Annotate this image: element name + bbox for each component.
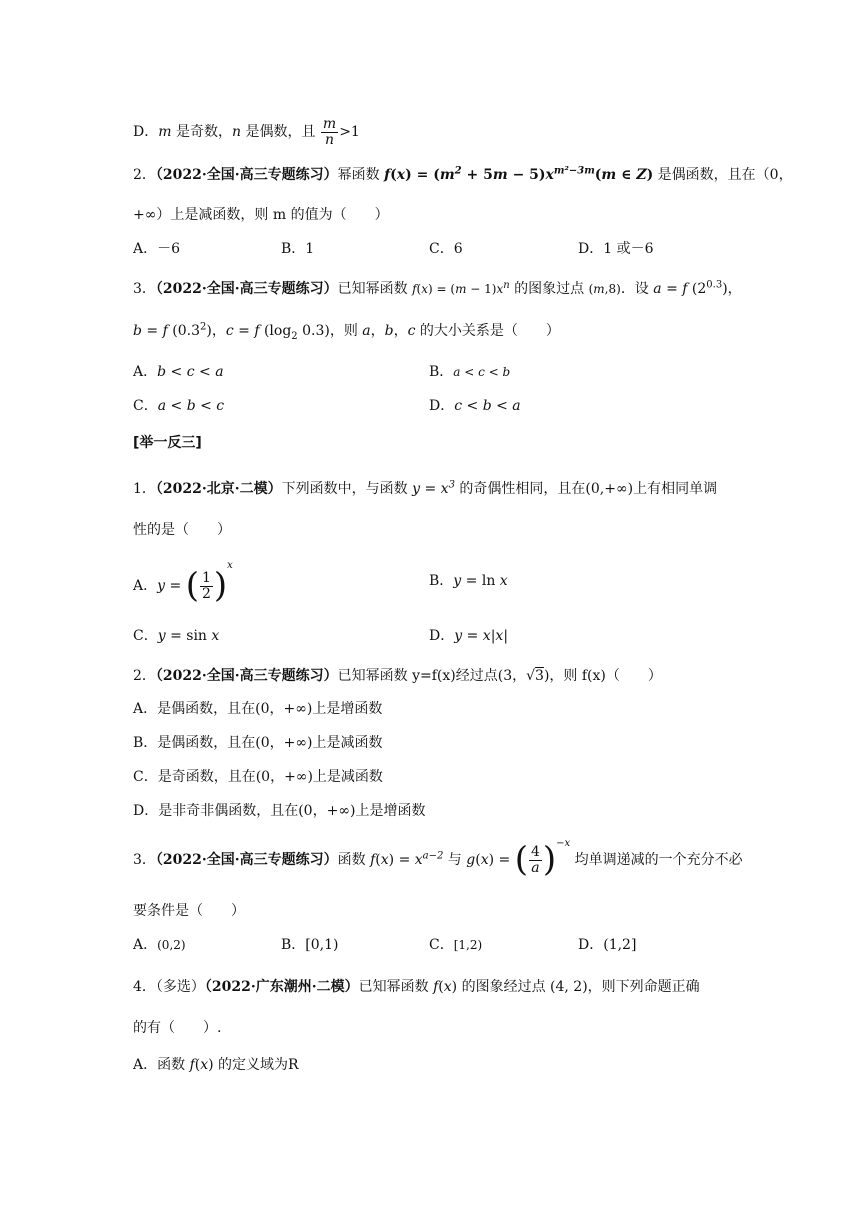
fraction-m-over-n: $\frac{m}{n}$ (322, 116, 337, 148)
formula-a: a = f $(2^{0.3})$ (653, 279, 728, 297)
exercise-2-option-d: D．是非奇非偶函数，且在(0，+∞)上是增函数 (133, 803, 426, 819)
exercise-3-option-b: B．[0,1) (281, 937, 339, 953)
exercise-3-option-d: D．(1,2] (578, 937, 637, 953)
interval: (0,+∞) (585, 481, 634, 497)
exercise-1-option-a: A．y = ( $\frac{1}{2}$ )$^x$ (133, 560, 233, 606)
formula-c: c = f ($\log_2$ 0.3) (225, 323, 330, 342)
question-source: （2022·北京·二模） (155, 481, 282, 497)
multi-select-tag: （多选） (155, 979, 205, 995)
exercise-1-stem-line2: 性的是（ ） (133, 522, 231, 538)
option-letter: D． (133, 124, 159, 141)
section-heading: [举一反三] (133, 435, 202, 451)
exercise-3-option-c: C．[1,2) (429, 937, 483, 953)
exercise-2-option-a: A．是偶函数，且在(0，+∞)上是增函数 (133, 701, 383, 717)
exercise-3-option-a: A．(0,2) (133, 937, 186, 953)
exercise-4-stem: 4．（多选）（2022·广东潮州·二模）已知幂函数 f(x) 的图象经过点 (4, 2)，则下列命题正确 (133, 979, 700, 995)
question-3-option-b: B．a < c < b (429, 364, 511, 380)
question-2-option-a: A．－6 (133, 241, 181, 257)
question-3-stem: 3．（2022·全国·高三专题练习）已知幂函数 $f(x) = (m - 1)x^n$ 的图象过点 (m,8)．设 a = f $(2^{0.3})$， (133, 279, 742, 297)
exercise-1-stem: 1．（2022·北京·二模）下列函数中，与函数 $y = x^3$ 的奇偶性相同，且在(0,+∞)上有相同单调 (133, 479, 718, 497)
exercise-1-option-d: D．y = x|x| (429, 628, 509, 644)
question-3-option-c: C．a < b < c (133, 398, 225, 414)
exercise-1-option-b: B．y = ln x (429, 573, 508, 589)
question-2-stem: 2．（2022·全国·高三专题练习）幂函数 $f(x) = (m^2 + 5m - 5)x^{m^2-3m}(m$ ∈ Z) 是偶函数，且在（0， (133, 165, 793, 183)
sqrt-3: √3 (526, 668, 544, 684)
exercise-3-stem-line2: 要条件是（ ） (133, 903, 245, 919)
question-2-option-d: D．1 或－6 (578, 241, 654, 257)
power-function-formula: $f(x) = (m^2 + 5m - 5)x^{m^2-3m}(m$ ∈ Z) (384, 165, 654, 183)
question-source: （2022·全国·高三专题练习） (155, 281, 338, 297)
formula-fx: $f(x) = (m - 1)x^n$ (412, 280, 510, 296)
question-2-option-b: B．1 (281, 241, 315, 257)
exercise-2-option-c: C．是奇函数，且在(0，+∞)上是减函数 (133, 769, 383, 785)
question-3-option-d: D．c < b < a (429, 398, 521, 414)
question-2-option-c: C．6 (429, 241, 463, 257)
question-source: （2022·全国·高三专题练习） (155, 668, 338, 684)
question-3-option-a: A．b < c < a (133, 364, 224, 380)
question-source: （2022·全国·高三专题练习） (155, 852, 338, 868)
exercise-3-stem: 3．（2022·全国·高三专题练习）函数 $f(x) = x^{a-2}$ 与 g(x) = ( $\frac{4}{a}$ )$^{-x}$ 均单调递减的一个充分不必 (133, 838, 743, 880)
exercise-4-option-a: A．函数 f(x) 的定义域为R (133, 1057, 299, 1073)
exercise-1-option-c: C．y = sin x (133, 628, 220, 644)
formula-b: b = f $(0.3^2)$ (133, 321, 212, 339)
question-2-stem-line2: +∞）上是减函数，则 m 的值为（ ） (133, 207, 389, 223)
question-source: （2022·广东潮州·二模） (204, 979, 359, 995)
question-source: （2022·全国·高三专题练习） (155, 167, 338, 183)
exercise-2-stem: 2．（2022·全国·高三专题练习）已知幂函数 y=f(x)经过点(3，√3)，则 f(x)（ ） (133, 668, 662, 684)
formula-point: (m,8) (588, 282, 621, 296)
prev-question-option-d: D．m 是奇数，n 是偶数，且 $\frac{m}{n}$ >1 (133, 116, 360, 148)
exercise-2-option-b: B．是偶函数，且在(0，+∞)上是减函数 (133, 735, 383, 751)
question-3-stem-line2: b = f $(0.3^2)$，c = f ($\log_2$ 0.3)，则 a，b，c 的大小关系是（ ） (133, 321, 560, 342)
exercise-4-stem-line2: 的有（ ）. (133, 1020, 222, 1036)
